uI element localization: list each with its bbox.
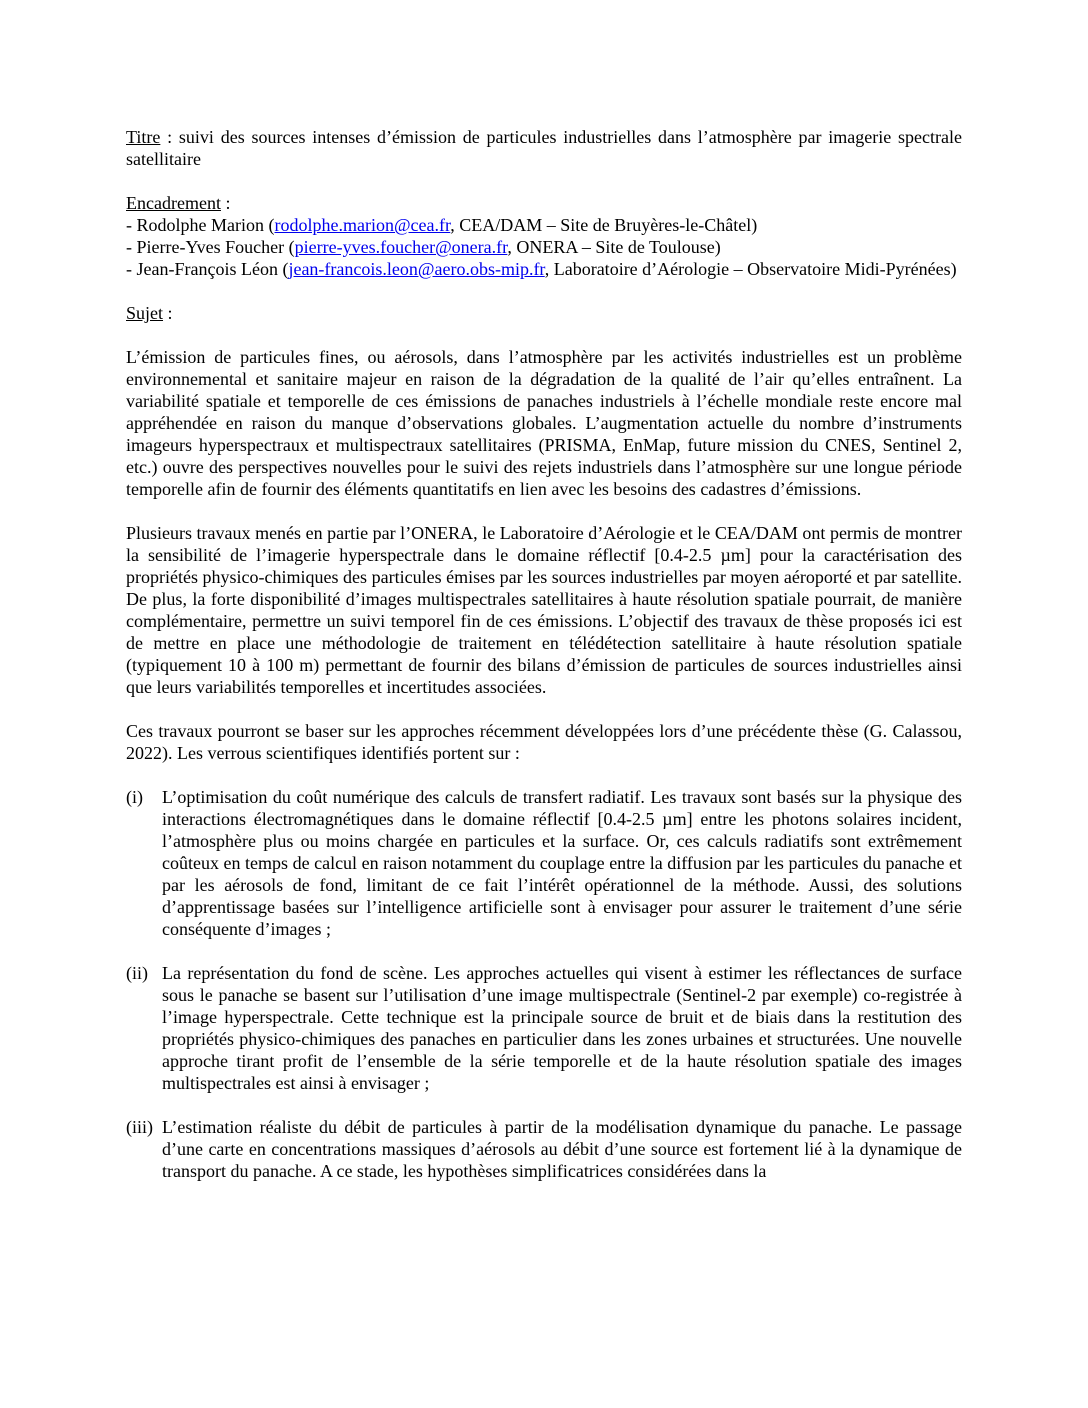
supervisor-suffix: , CEA/DAM – Site de Bruyères-le-Châtel): [450, 215, 758, 235]
supervision-label: Encadrement: [126, 193, 221, 213]
supervisor-email-link[interactable]: pierre-yves.foucher@onera.fr: [294, 237, 508, 257]
list-item-text: L’estimation réaliste du débit de particules à partir de la modélisation dynamique du panache. Le passage d’une carte en concentrations massiques d’aérosols au débit d’une source est fortement lié à la dynamique de transport du panache. A ce stade, les hypothèses simplificatrices considérées dans la: [162, 1117, 962, 1181]
document-page: [126, 126, 962, 1182]
subject-label: Sujet: [126, 303, 164, 323]
title-label: Titre: [126, 127, 161, 147]
list-item: [126, 962, 962, 1094]
list-item: [126, 786, 962, 940]
subject-separator: :: [163, 303, 173, 323]
list-item-text: La représentation du fond de scène. Les approches actuelles qui visent à estimer les réflectances de surface sous le panache se basent sur l’utilisation d’une image multispectrale (Sentinel-2 par exemple) co-registrée à l’image hyperspectrale. Cette technique est la principale source de bruit et de biais dans la restitution des propriétés physico-chimiques des panaches en particulier dans les zones urbaines et structurées. Une nouvelle approche tirant profit de l’ensemble de la série temporelle et de la haute résolution spatiale des images multispectrales est ainsi à envisager ;: [162, 963, 962, 1093]
list-item-number: (iii): [126, 1117, 153, 1137]
supervisor-email-link[interactable]: jean-francois.leon@aero.obs-mip.fr: [288, 259, 545, 279]
list-item-number: (i): [126, 787, 143, 807]
supervisor-prefix: - Pierre-Yves Foucher (: [126, 237, 295, 257]
title-text: suivi des sources intenses d’émission de particules industrielles dans l’atmosphère par imagerie spectrale satellitaire: [126, 127, 962, 169]
list-item: [126, 1116, 962, 1182]
supervisor-suffix: , Laboratoire d’Aérologie – Observatoire Midi-Pyrénées): [544, 259, 957, 279]
supervisor-line: [126, 214, 962, 236]
list-item-text: L’optimisation du coût numérique des calculs de transfert radiatif. Les travaux sont basés sur la physique des interactions électromagnétiques dans le domaine réflectif [0.4-2.5 µm] entre les photons solaires incident, l’atmosphère plus ou moins chargée en particules et la surface. Or, ces calculs radiatifs sont extrêmement coûteux en temps de calcul en raison notamment du couplage entre la diffusion par les particules du panache et par les aérosols de fond, limitant de ce fait l’intérêt opérationnel de la méthode. Aussi, des solutions d’apprentissage basées sur l’intelligence artificielle sont à envisager pour assurer le traitement d’une série conséquente d’images ;: [162, 787, 962, 939]
supervisor-email-link[interactable]: rodolphe.marion@cea.fr: [274, 215, 451, 235]
supervisor-line: [126, 236, 962, 258]
body-paragraph: Plusieurs travaux menés en partie par l’ONERA, le Laboratoire d’Aérologie et le CEA/DAM ont permis de montrer la sensibilité de l’imagerie hyperspectrale dans le domaine réflectif [0.4-2.5 µm] pour la caractérisation des propriétés physico-chimiques des particules émises par les sources industrielles par moyen aéroporté et par satellite. De plus, la forte disponibilité d’images multispectrales satellitaires à haute résolution spatiale pourrait, de manière complémentaire, permettre un suivi temporel fin de ces émissions. L’objectif des travaux de thèse proposés ici est de mettre en place une méthodologie de traitement en télédétection satellitaire à haute résolution spatiale (typiquement 10 à 100 m) permettant de fournir des bilans d’émission de particules de sources industrielles ainsi que leurs variabilités temporelles et incertitudes associées.: [126, 523, 962, 697]
title-line: [126, 126, 962, 170]
list-item-number: (ii): [126, 963, 148, 983]
supervisor-prefix: - Rodolphe Marion (: [126, 215, 275, 235]
supervisor-line: [126, 258, 962, 280]
subject-heading: [126, 302, 962, 324]
supervisor-prefix: - Jean-François Léon (: [126, 259, 289, 279]
supervision-heading: [126, 192, 962, 214]
supervisor-suffix: , ONERA – Site de Toulouse): [507, 237, 721, 257]
supervision-separator: :: [220, 193, 231, 213]
body-paragraph: L’émission de particules fines, ou aérosols, dans l’atmosphère par les activités industrielles est un problème environnemental et sanitaire majeur en raison de la dégradation de la qualité de l’air qu’elles entraînent. La variabilité spatiale et temporelle de ces émissions de panaches industriels à l’échelle mondiale reste encore mal appréhendée en raison du manque d’observations globales. L’augmentation actuelle du nombre d’instruments imageurs hyperspectraux et multispectraux satellitaires (PRISMA, EnMap, future mission du CNES, Sentinel 2, etc.) ouvre des perspectives nouvelles pour le suivi des rejets industriels dans l’atmosphère sur une longue période temporelle afin de fournir des éléments quantitatifs en lien avec les besoins des cadastres d’émissions.: [126, 347, 962, 499]
body-paragraph: Ces travaux pourront se baser sur les approches récemment développées lors d’une précédente thèse (G. Calassou, 2022). Les verrous scientifiques identifiés portent sur :: [126, 721, 962, 763]
title-separator: :: [160, 127, 179, 147]
